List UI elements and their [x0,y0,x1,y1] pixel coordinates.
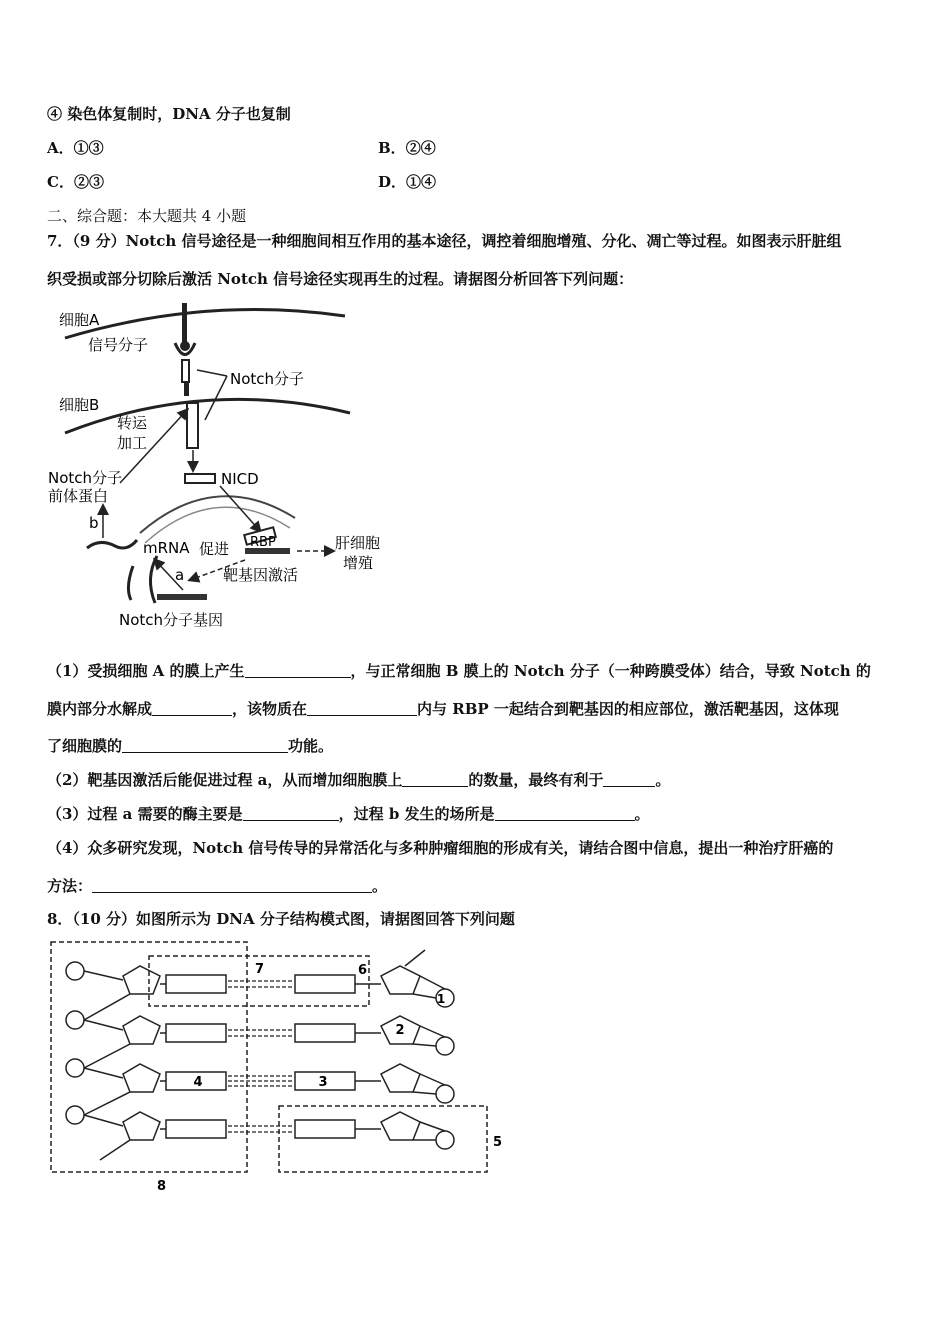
answer-blank-3[interactable] [307,701,417,716]
sugar-left [123,966,160,994]
sugar-right [381,966,420,994]
phosphate-left [66,962,84,980]
q7-intro-line2: 织受损或部分切除后激活 Notch 信号途径实现再生的过程。请据图分析回答下列问题： [47,270,634,288]
label-liver2: 增殖 [343,554,374,572]
label-mrna: mRNA [143,539,190,557]
label-signal: 信号分子 [88,336,149,354]
phosphate-left [66,1059,84,1077]
option-letter: D． [378,173,407,191]
cell-a-membrane [65,310,345,338]
answer-blank-9[interactable] [92,878,372,893]
dna-structure-figure [45,938,515,1198]
nicd-to-rbp-arrow [220,486,260,531]
phosphate-right [436,1085,454,1103]
label-4: 4 [193,1075,203,1090]
q8-intro: 8．（10 分）如图所示为 DNA 分子结构模式图，请据图回答下列问题 [47,910,515,928]
option-c [47,171,104,192]
option-value: ①④ [406,173,437,191]
q7-intro-line1: 7．（9 分）Notch 信号途径是一种细胞间相互作用的基本途径，调控着细胞增殖、分化、凋亡等过程。如图表示肝脏组 [47,232,842,250]
label-7: 7 [255,962,265,977]
label-5: 5 [493,1135,503,1150]
option-b [378,137,436,158]
q7-part1-line1: （1）受损细胞 A 的膜上产生 ，与正常细胞 B 膜上的 Notch 分子（一种跨膜受体）结合，导致 Notch 的 [47,662,871,680]
base-right [295,975,355,993]
sugar-right [381,1112,420,1140]
label-nicd: NICD [221,470,259,488]
notch-gene-bar [157,594,207,600]
label-6: 6 [358,963,368,978]
option-value: ②④ [405,139,436,157]
base-right [295,1120,355,1138]
answer-blank-2[interactable] [152,701,232,716]
notch-pathway-figure [45,298,405,638]
answer-blank-6[interactable] [603,772,655,787]
signal-stalk [182,303,187,347]
sugar-right [381,1064,420,1092]
answer-blank-7[interactable] [243,806,339,821]
label-a: a [175,566,185,584]
answer-blank-5[interactable] [402,772,468,787]
nicd-box [185,474,215,483]
label-transport1: 转运 [117,414,148,432]
answer-blank-1[interactable] [245,663,351,678]
label-2: 2 [395,1023,405,1038]
phosphate-left [66,1011,84,1029]
label-1: 1 [436,992,446,1006]
phosphate-left [66,1106,84,1124]
label-8: 8 [157,1179,167,1194]
dna-strand-left [128,566,133,600]
label-precursor1: Notch分子 [48,469,123,487]
statement-4: ④ 染色体复制时，DNA 分子也复制 [47,105,291,123]
base-left [166,975,226,993]
dna-strand-right [150,556,157,603]
answer-blank-8[interactable] [495,806,635,821]
notch-top [182,360,189,382]
label-promote: 促进 [199,540,230,558]
mrna-strand [87,540,137,548]
label-b: b [89,514,99,532]
sugar-left [123,1016,160,1044]
signal-head [180,341,190,351]
notch-mid [184,382,189,396]
label-gene: Notch分子基因 [119,611,224,629]
notch-pointer-lines [197,370,227,420]
option-letter: B． [378,139,406,157]
option-value: ①③ [73,139,104,157]
base-left [166,1024,226,1042]
phosphate-right [436,1037,454,1055]
base-left [166,1120,226,1138]
answer-blank-4[interactable] [122,738,288,753]
q7-part1-line3: 了细胞膜的 功能。 [47,737,334,755]
label-transport2: 加工 [117,434,148,452]
q7-part4-line2: 方法： 。 [47,877,388,895]
base-right [295,1024,355,1042]
label-3: 3 [318,1075,328,1090]
option-letter: C． [47,173,74,191]
label-target: 靶基因激活 [223,566,299,584]
section-title: 二、综合题：本大题共 4 小题 [47,207,247,225]
q7-part4-line1: （4）众多研究发现，Notch 信号传导的异常活化与多种肿瘤细胞的形成有关，请结合图中信息，提出一种治疗肝癌的 [47,839,834,857]
q7-part3: （3）过程 a 需要的酶主要是 ，过程 b 发生的场所是 。 [47,805,650,823]
q7-part1-line2: 膜内部分水解成 ，该物质在 内与 RBP 一起结合到靶基因的相应部位，激活靶基因，这体现 [47,700,839,718]
box-5 [279,1106,487,1172]
label-cell-b: 细胞B [59,396,100,414]
option-d [378,171,436,192]
label-precursor2: 前体蛋白 [48,487,109,505]
sugar-left [123,1112,160,1140]
label-rbp: RBP [250,535,276,550]
sugar-left [123,1064,160,1092]
phosphate-right [436,1131,454,1149]
q7-part2: （2）靶基因激活后能促进过程 a，从而增加细胞膜上 的数量，最终有利于 。 [47,771,671,789]
label-liver1: 肝细胞 [335,534,381,552]
label-notch: Notch分子 [230,370,305,388]
option-value: ②③ [73,173,104,191]
option-a [47,137,104,158]
option-letter: A． [47,139,74,157]
notch-lower [187,403,198,448]
label-cell-a: 细胞A [59,311,100,329]
